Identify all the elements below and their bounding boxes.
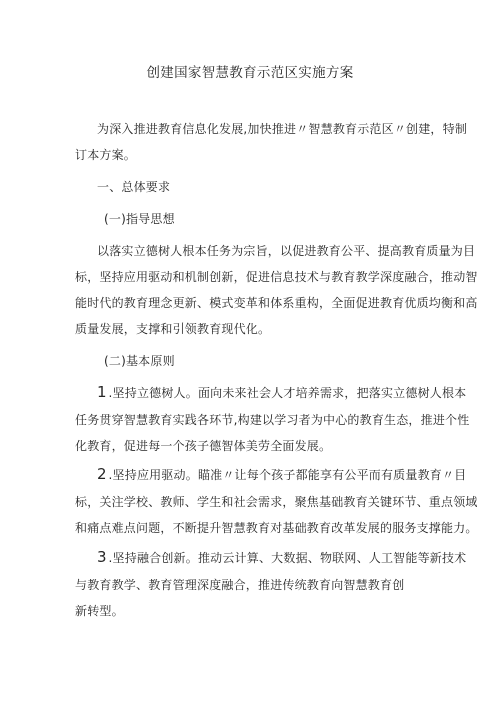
principle-text: .坚持立德树人。面向未来社会人才培养需求，把落实立德树人根本 xyxy=(108,386,467,400)
subsection-heading-2: (二)基本原则 xyxy=(104,354,175,368)
principle-3-line-3: 新转型。 xyxy=(75,604,124,618)
principle-1-line-3: 化教育，促进每一个孩子德智体美劳全面发展。 xyxy=(75,439,332,453)
section-heading: 一、总体要求 xyxy=(97,180,171,194)
principle-number: 1 xyxy=(97,383,109,401)
principle-2-line-1 xyxy=(97,466,466,483)
principle-text: .坚持融合创新。推动云计算、大数据、物联网、人工智能等新技术 xyxy=(108,551,467,565)
document-title: 创建国家智慧教育示范区实施方案 xyxy=(146,65,354,81)
principle-2-line-3: 和痛点难点问题，不断提升智慧教育对基础教育改革发展的服务支撑能力。 xyxy=(75,521,478,535)
principle-2-line-2: 标，关注学校、教师、学生和社会需求，聚焦基础教育关键环节、重点领域 xyxy=(75,495,478,509)
guiding-line-1: 以落实立德树人根本任务为宗旨，以促进教育公平、提高教育质量为目 xyxy=(97,244,476,258)
intro-line-1: 为深入推进教育信息化发展,加快推进〃智慧教育示范区〃创建，特制 xyxy=(97,122,468,136)
principle-3-line-1 xyxy=(97,549,466,566)
guiding-line-2: 标，坚持应用驱动和机制创新，促进信息技术与教育教学深度融合，推动智 xyxy=(75,270,478,284)
principle-text: .坚持应用驱动。瞄准〃让每个孩子都能享有公平而有质量教育〃目 xyxy=(108,468,467,482)
intro-line-2: 订本方案。 xyxy=(75,148,137,162)
principle-number: 3 xyxy=(97,548,109,566)
principle-number: 2 xyxy=(97,465,109,483)
principle-3-line-2: 与教育教学、教育管理深度融合，推进传统教育向智慧教育创 xyxy=(75,578,405,592)
principle-1-line-2: 任务贯穿智慧教育实践各环节,构建以学习者为中心的教育生态，推进个性 xyxy=(75,413,470,427)
guiding-line-4: 质量发展，支撑和引领教育现代化。 xyxy=(75,322,271,336)
subsection-heading-1: (一)指导思想 xyxy=(104,212,175,226)
guiding-line-3: 能时代的教育理念更新、模式变革和体系重构，全面促进教育优质均衡和高 xyxy=(75,296,478,310)
principle-1-line-1 xyxy=(97,384,466,401)
